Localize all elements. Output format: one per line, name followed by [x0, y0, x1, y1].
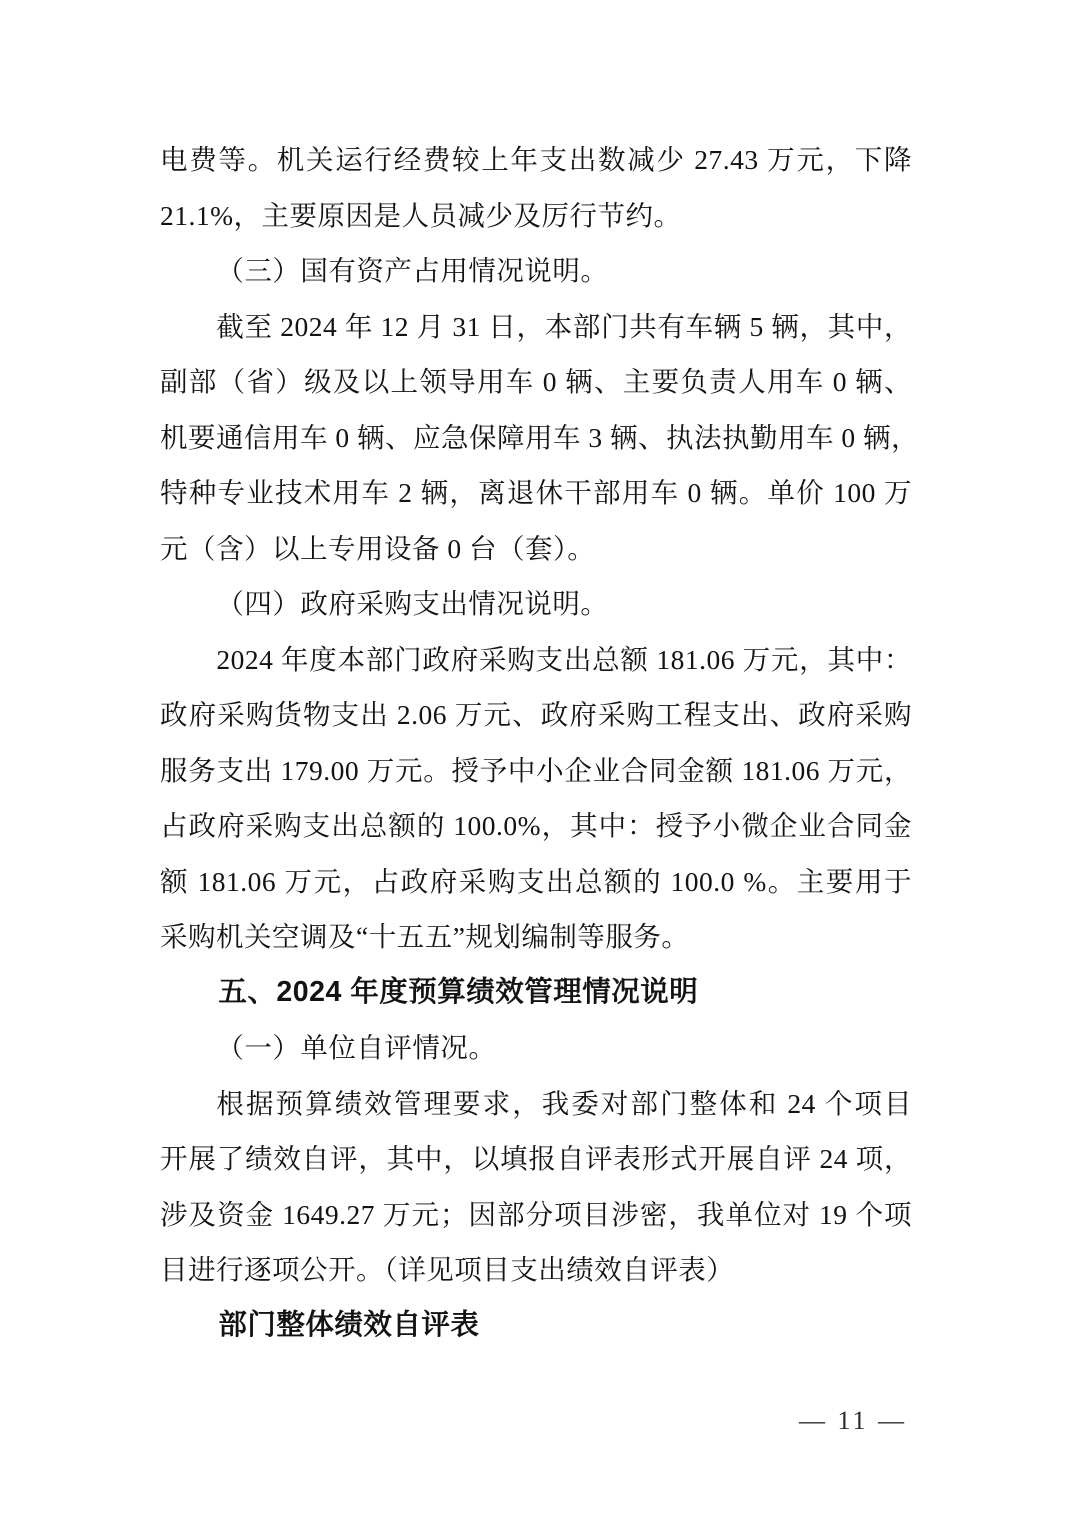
body-line: 服务支出 179.00 万元。授予中小企业合同金额 181.06 万元，: [160, 754, 912, 786]
subsection-heading-procurement: （四）政府采购支出情况说明。: [216, 588, 609, 619]
body-line: 开展了绩效自评，其中，以填报自评表形式开展自评 24 项，: [160, 1143, 912, 1174]
body-line: 目进行逐项公开。（详见项目支出绩效自评表）: [160, 1254, 735, 1285]
body-line: 元（含）以上专用设备 0 台（套）。: [160, 532, 596, 564]
body-line: 机要通信用车 0 辆、应急保障用车 3 辆、执法执勤用车 0 辆，: [160, 421, 919, 453]
body-line: 副部（省）级及以上领导用车 0 辆、主要负责人用车 0 辆、: [160, 366, 912, 397]
subsection-heading-self-evaluation: （一）单位自评情况。: [216, 1032, 497, 1063]
body-line: 截至 2024 年 12 月 31 日，本部门共有车辆 5 辆，其中，: [216, 310, 912, 342]
body-line: 特种专业技术用车 2 辆，离退休干部用车 0 辆。单价 100 万: [160, 477, 912, 508]
document-body: [160, 132, 919, 1353]
body-line: 21.1%，主要原因是人员减少及厉行节约。: [160, 199, 682, 231]
table-title-overall-performance: 部门整体绩效自评表: [218, 1308, 480, 1341]
section-heading-performance: 五、2024 年度预算绩效管理情况说明: [218, 975, 699, 1008]
body-line: 政府采购货物支出 2.06 万元、政府采购工程支出、政府采购: [160, 699, 912, 730]
subsection-heading-state-assets: （三）国有资产占用情况说明。: [216, 255, 609, 286]
body-line: 占政府采购支出总额的 100.0%，其中：授予小微企业合同金: [160, 810, 912, 841]
body-line: 采购机关空调及“十五五”规划编制等服务。: [160, 921, 690, 952]
body-line: 2024 年度本部门政府采购支出总额 181.06 万元，其中：: [216, 643, 912, 675]
body-line: 电费等。机关运行经费较上年支出数减少 27.43 万元，下降: [160, 144, 912, 175]
body-line: 涉及资金 1649.27 万元；因部分项目涉密，我单位对 19 个项: [160, 1198, 912, 1230]
body-line: 额 181.06 万元，占政府采购支出总额的 100.0 %。主要用于: [160, 865, 912, 897]
page-number: — 11 —: [798, 1406, 907, 1435]
body-line: 根据预算绩效管理要求，我委对部门整体和 24 个项目: [216, 1087, 912, 1119]
